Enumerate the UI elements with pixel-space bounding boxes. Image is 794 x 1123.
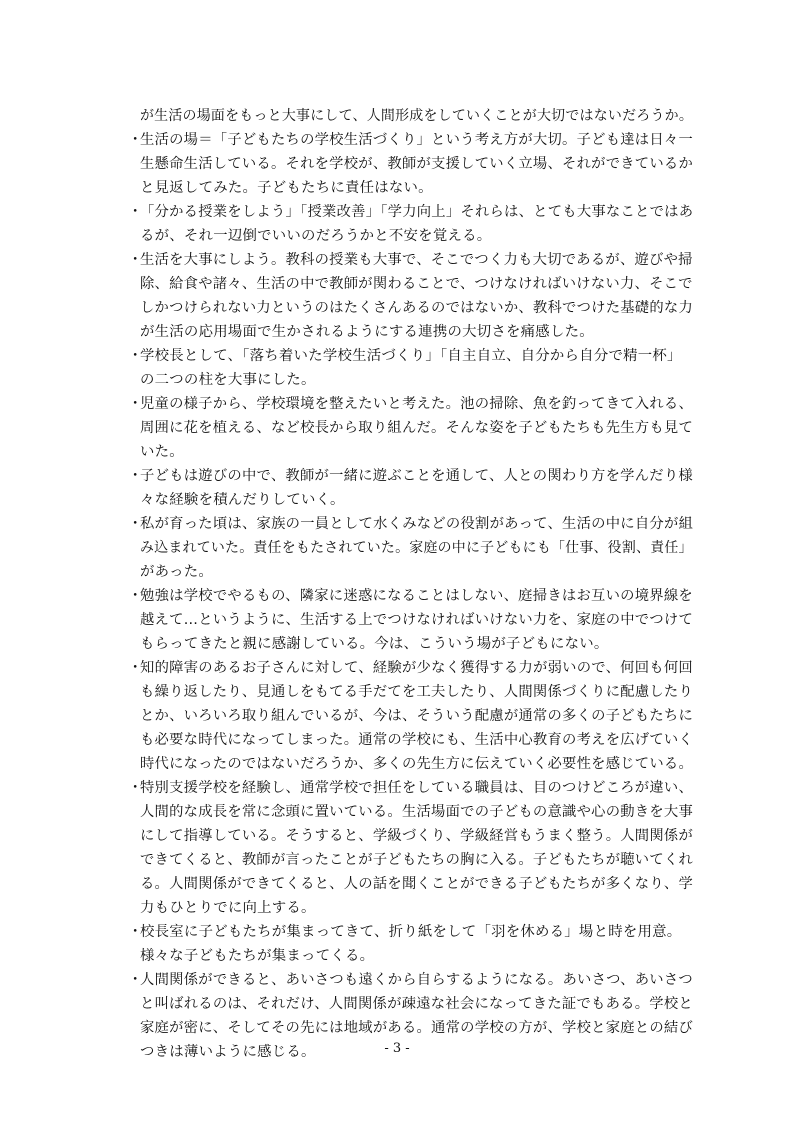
list-bullet: ・	[128, 588, 143, 604]
line-text: る。人間関係ができてくると、人の話を聞くことができる子どもたちが多くなり、学	[140, 876, 694, 892]
line-text: 人間関係ができると、あいさつも遠くから自らするようになる。あいさつ、あいさつ	[140, 972, 694, 988]
line-text: の二つの柱を大事にした。	[140, 372, 316, 388]
list-bullet: ・	[128, 204, 143, 220]
line-text: 周囲に花を植える、など校長から取り組んだ。そんな姿を子どもたちも先生方も見て	[140, 420, 694, 436]
list-bullet: ・	[128, 348, 143, 364]
line-text: 時代になったのではないだろうか、多くの先生方に伝えていく必要性を感じている。	[140, 756, 694, 772]
line-text: も必要な時代になってしまった。通常の学校にも、生活中心教育の考えを広げていく	[140, 732, 694, 748]
list-bullet: ・	[128, 396, 143, 412]
line-text: 知的障害のあるお子さんに対して、経験が少なく獲得する力が弱いので、何回も何回	[140, 660, 694, 676]
line-text: いた。	[140, 444, 184, 460]
line-text: み込まれていた。責任をもたされていた。家庭の中に子どもにも「仕事、役割、責任」	[140, 540, 693, 556]
line-text: 生活の場＝「子どもたちの学校生活づくり」という考え方が大切。子ども達は日々一	[140, 132, 694, 148]
line-text: が生活の場面をもっと大事にして、人間形成をしていくことが大切ではないだろうか。	[140, 108, 694, 124]
line-text: 子どもは遊びの中で、教師が一緒に遊ぶことを通して、人との関わり方を学んだり様	[140, 468, 694, 484]
line-text: できてくると、教師が言ったことが子どもたちの胸に入る。子どもたちが聴いてくれ	[140, 852, 694, 868]
line-text: つきは薄いように感じる。	[140, 1044, 316, 1060]
list-bullet: ・	[128, 132, 143, 148]
line-text: 人間的な成長を常に念頭に置いている。生活場面での子どもの意識や心の動きを大事	[140, 804, 694, 820]
line-text: 学校長として、「落ち着いた学校生活づくり」「自主自立、自分から自分で精一杯」	[140, 348, 682, 364]
line-text: るが、それ一辺倒でいいのだろうかと不安を覚える。	[140, 228, 492, 244]
line-text: しかつけられない力というのはたくさんあるのではないか、教科でつけた基礎的な力	[140, 300, 694, 316]
line-text: 様々な子どもたちが集まってくる。	[140, 948, 375, 964]
line-text: も繰り返したり、見通しをもてる手だてを工夫したり、人間関係づくりに配慮したり	[140, 684, 694, 700]
list-bullet: ・	[128, 780, 143, 796]
line-text: にして指導している。そうすると、学級づくり、学級経営もうまく整う。人間関係が	[140, 828, 694, 844]
line-text: が生活の応用場面で生かされるようにする連携の大切さを痛感した。	[140, 324, 594, 340]
line-text: 生懸命生活している。それを学校が、教師が支援していく立場、それができているか	[140, 156, 694, 172]
list-bullet: ・	[128, 252, 143, 268]
line-text: 除、給食や諸々、生活の中で教師が関わることで、つけなければいけない力、そこで	[140, 276, 693, 292]
line-text: 越えて…というように、生活する上でつけなければいけない力を、家庭の中でつけて	[140, 612, 694, 628]
list-bullet: ・	[128, 924, 143, 940]
page-number: - 3 -	[384, 1041, 410, 1056]
line-text: もらってきたと親に感謝している。今は、こういう場が子どもにない。	[140, 636, 609, 652]
line-text: 生活を大事にしよう。教科の授業も大事で、そこでつく力も大切であるが、遊びや掃	[140, 252, 693, 268]
line-text: 私が育った頃は、家族の一員として水くみなどの役割があって、生活の中に自分が組	[140, 516, 694, 532]
line-text: 勉強は学校でやるもの、隣家に迷惑になることはしない、庭掃きはお互いの境界線を	[140, 588, 694, 604]
line-text: 々な経験を積んだりしていく。	[140, 492, 345, 508]
line-text: 力もひとりでに向上する。	[140, 900, 316, 916]
line-text: と見返してみた。子どもたちに責任はない。	[140, 180, 433, 196]
line-text: と叫ばれるのは、それだけ、人間関係が疎遠な社会になってきた証でもある。学校と	[140, 996, 694, 1012]
list-bullet: ・	[128, 516, 143, 532]
line-text: があった。	[140, 564, 214, 580]
list-bullet: ・	[128, 468, 143, 484]
line-text: とか、いろいろ取り組んでいるが、今は、そういう配慮が通常の多くの子どもたちに	[140, 708, 694, 724]
line-text: 校長室に子どもたちが集まってきて、折り紙をして「羽を休める」場と時を用意。	[140, 924, 682, 940]
list-bullet: ・	[128, 660, 143, 676]
line-text: 家庭が密に、そしてその先には地域がある。通常の学校の方が、学校と家庭との結び	[140, 1020, 694, 1036]
line-text: 「分かる授業をしよう」「授業改善」「学力向上」それらは、とても大事なことではあ	[140, 204, 694, 220]
list-bullet: ・	[128, 972, 143, 988]
line-text: 特別支援学校を経験し、通常学校で担任をしている職員は、目のつけどころが違い、	[140, 780, 694, 796]
line-text: 児童の様子から、学校環境を整えたいと考えた。池の掃除、魚を釣ってきて入れる、	[140, 396, 694, 412]
